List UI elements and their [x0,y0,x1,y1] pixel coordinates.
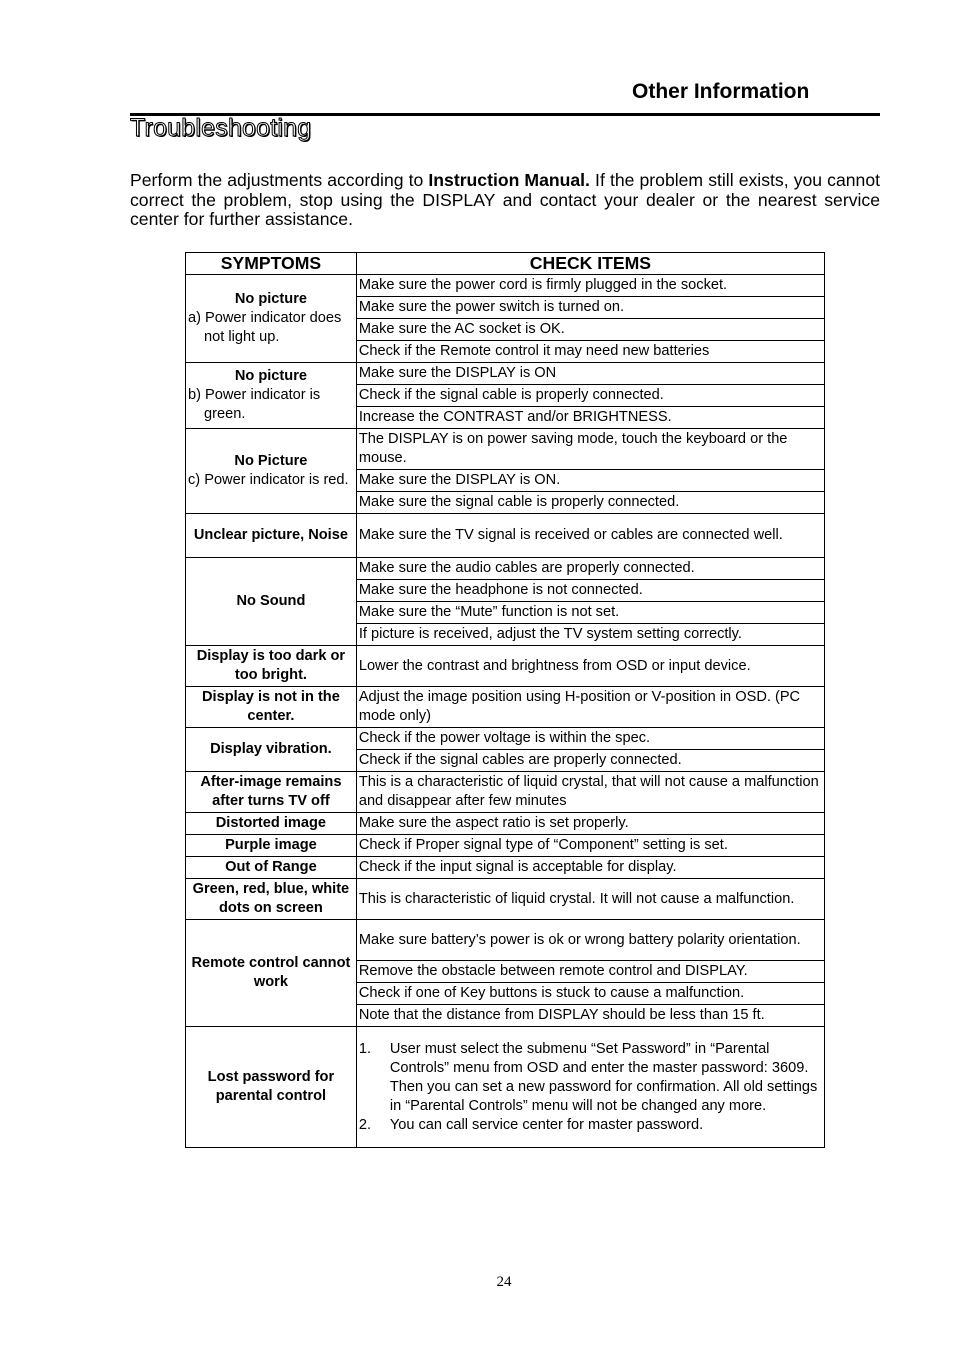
check-item-steps [356,1027,824,1148]
table-row [186,558,825,580]
table-row [186,514,825,558]
check-item: Check if Proper signal type of “Component” setting is set. [356,835,824,857]
table-row [186,363,825,385]
symptom-detail: c) Power indicator is red. [188,472,349,488]
step-text: User must select the submenu “Set Password” in “Parental Controls” menu from OSD and enter the master password: 3609. Then you can set a new password for confirmation. All old settings in “Parental Controls” menu will not be changed any more. [389,1040,818,1114]
symptom-title: Remote control cannot work [191,955,351,990]
symptom-cell [186,429,357,514]
section-header: Other Information [632,80,810,103]
symptom-cell [186,857,357,879]
table-row [186,879,825,920]
symptom-title: Lost password for parental control [207,1069,335,1104]
table-row [186,835,825,857]
symptom-cell [186,920,357,1027]
check-item: Make sure the TV signal is received or cables are connected well. [356,514,824,558]
check-item: Make sure the AC socket is OK. [356,319,824,341]
list-item [359,1116,820,1135]
check-item: Make sure the audio cables are properly connected. [356,558,824,580]
check-item: Check if the input signal is acceptable for display. [356,857,824,879]
steps-list [359,1040,822,1135]
symptom-cell [186,813,357,835]
symptoms-header: SYMPTOMS [186,253,357,275]
check-items-header: CHECK ITEMS [356,253,824,275]
symptom-title: No picture [234,368,307,384]
symptom-cell [186,772,357,813]
symptom-cell [186,363,357,429]
check-item: Make sure the “Mute” function is not set. [356,602,824,624]
intro-text-start: Perform the adjustments according to [130,170,429,190]
intro-text-end: If the problem still exists, you cannot correct the problem, stop using the DISPLAY and contact your dealer or the nearest service center for further assistance. [130,170,880,229]
check-item: Make sure the DISPLAY is ON [356,363,824,385]
symptom-title: Distorted image [215,815,327,831]
table-row [186,429,825,470]
table-body [186,275,825,1148]
page-number: 24 [496,1274,512,1290]
symptom-cell [186,835,357,857]
symptom-cell [186,646,357,687]
table-row [186,1027,825,1148]
symptom-cell [186,558,357,646]
symptom-title: Display is too dark or too bright. [196,648,346,683]
check-item: Make sure the DISPLAY is ON. [356,470,824,492]
table-header-row [186,253,825,275]
symptom-cell [186,687,357,728]
symptom-title: Display is not in the center. [201,689,340,724]
check-item: Note that the distance from DISPLAY should be less than 15 ft. [356,1005,824,1027]
check-item: Make sure the aspect ratio is set properly. [356,813,824,835]
symptom-cell [186,879,357,920]
check-item: Adjust the image position using H-position or V-position in OSD. (PC mode only) [356,687,824,728]
check-item: Make sure the headphone is not connected. [356,580,824,602]
symptom-title: Unclear picture, Noise [193,527,348,543]
check-item: Make sure battery’s power is ok or wrong battery polarity orientation. [356,920,824,961]
table-row [186,857,825,879]
symptom-cell [186,514,357,558]
check-item: This is a characteristic of liquid crystal, that will not cause a malfunction and disappear after few minutes [356,772,824,813]
symptom-title: Purple image [225,837,317,853]
check-item: Check if the signal cable is properly connected. [356,385,824,407]
table-row [186,728,825,750]
check-item: Make sure the power cord is firmly plugged in the socket. [356,275,824,297]
step-number: 2. [358,1116,371,1133]
list-item [359,1040,820,1116]
symptom-title: Green, red, blue, white dots on screen [192,881,350,916]
troubleshooting-table [185,252,825,1148]
check-item: Make sure the power switch is turned on. [356,297,824,319]
symptom-title: No Sound [236,593,306,609]
symptom-cell [186,1027,357,1148]
page-title: Troubleshooting [130,114,312,142]
symptom-title: No Picture [234,453,308,469]
check-item: Check if one of Key buttons is stuck to cause a malfunction. [356,983,824,1005]
table-row [186,687,825,728]
intro-paragraph [130,171,880,230]
check-item: Lower the contrast and brightness from OSD or input device. [356,646,824,687]
table-row [186,646,825,687]
table-row [186,772,825,813]
symptom-detail: a) Power indicator does not light up. [188,310,342,345]
table-row [186,813,825,835]
symptom-title: Out of Range [225,859,317,875]
check-item: Check if the signal cables are properly connected. [356,750,824,772]
step-number: 1. [358,1040,371,1057]
check-item: Check if the Remote control it may need new batteries [356,341,824,363]
symptom-cell [186,275,357,363]
symptom-title: Display vibration. [210,741,332,757]
symptom-title: No picture [234,291,307,307]
symptom-detail: b) Power indicator is green. [188,387,321,422]
check-item: This is characteristic of liquid crystal. It will not cause a malfunction. [356,879,824,920]
symptom-cell [186,728,357,772]
step-text: You can call service center for master password. [389,1116,704,1133]
table-row [186,275,825,297]
check-item: If picture is received, adjust the TV system setting correctly. [356,624,824,646]
check-item: Remove the obstacle between remote control and DISPLAY. [356,961,824,983]
symptom-title: After-image remains after turns TV off [200,774,342,809]
check-item: Check if the power voltage is within the spec. [356,728,824,750]
table-row [186,920,825,961]
check-item: Make sure the signal cable is properly connected. [356,492,824,514]
check-item: Increase the CONTRAST and/or BRIGHTNESS. [356,407,824,429]
check-item: The DISPLAY is on power saving mode, touch the keyboard or the mouse. [356,429,824,470]
intro-manual-reference: Instruction Manual. [428,170,590,190]
